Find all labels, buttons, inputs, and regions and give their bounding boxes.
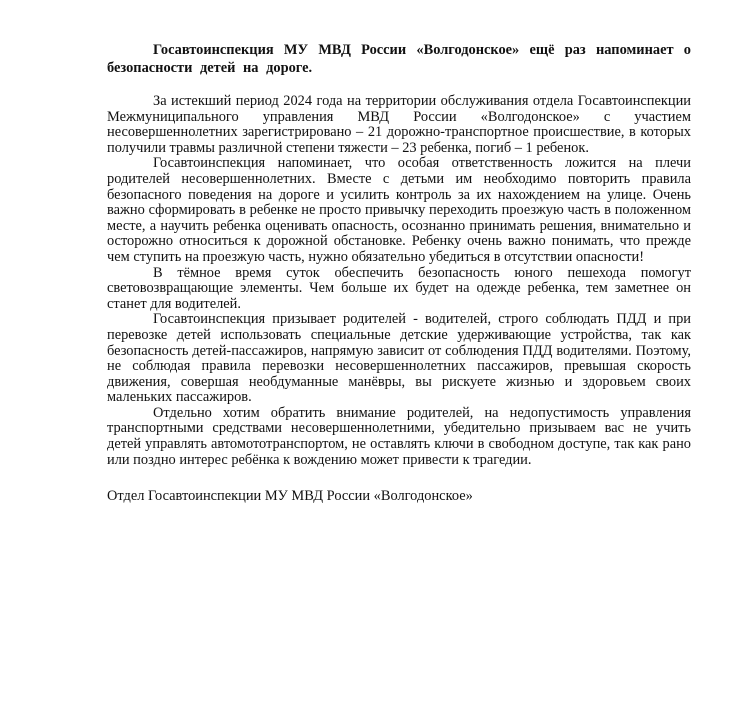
paragraph-underage-driving: Отдельно хотим обратить внимание родителей, на недопустимость управления транспортными средствами несовершеннолетними, убедительно призываем вас не учить детей управлять автомототранспортом, не оставлять ключи в свободном доступе, так как рано или поздно интерес ребёнка к вождению может привести к трагедии.: [107, 404, 691, 468]
document-signature: Отдел Госавтоинспекции МУ МВД России «Волгодонское»: [107, 488, 473, 505]
document-body: [107, 94, 691, 468]
paragraph-statistics: За истекший период 2024 года на территории обслуживания отдела Госавтоинспекции Межмуниципального управления МВД России «Волгодонское» с участием несовершеннолетних зарегистрировано – 21 дорожно-транспортное происшествие, в которых получили травмы различной степени тяжести – 23 ребенка, погиб – 1 ребенок.: [107, 93, 691, 156]
paragraph-parents-responsibility: Госавтоинспекция напоминает, что особая ответственность ложится на плечи родителей несовершеннолетних. Вместе с детьми им необходимо повторить правила безопасного поведения на дороге и усилить контроль за их нахождением на улице. Очень важно сформировать в ребенке не просто привычку переходить проезжую часть в положенном месте, а научить ребенка оценивать опасность, осознанно принимать решения, внимательно и осторожно относиться к дорожной обстановке. Ребенку очень важно понимать, что прежде чем ступить на проезжую часть, нужно обязательно убедиться в отсутствии опасности!: [107, 155, 691, 265]
paragraph-child-restraints: Госавтоинспекция призывает родителей - водителей, строго соблюдать ПДД и при перевозке детей использовать специальные детские удерживающие устройства, так как безопасность детей-пассажиров, напрямую зависит от соблюдения ПДД водителями. Поэтому, не соблюдая правила перевозки несовершеннолетних пассажиров, превышая скорость движения, совершая необдуманные манёвры, вы рискуете жизнью и здоровьем своих маленьких пассажиров.: [107, 311, 691, 406]
document-title: Госавтоинспекция МУ МВД России «Волгодонское» ещё раз напоминает о безопасности детей на дороге.: [107, 42, 691, 76]
paragraph-reflective-elements: В тёмное время суток обеспечить безопасность юного пешехода помогут световозвращающие элементы. Чем больше их будет на одежде ребенка, тем заметнее он станет для водителей.: [107, 264, 691, 312]
document-page: [107, 42, 691, 504]
